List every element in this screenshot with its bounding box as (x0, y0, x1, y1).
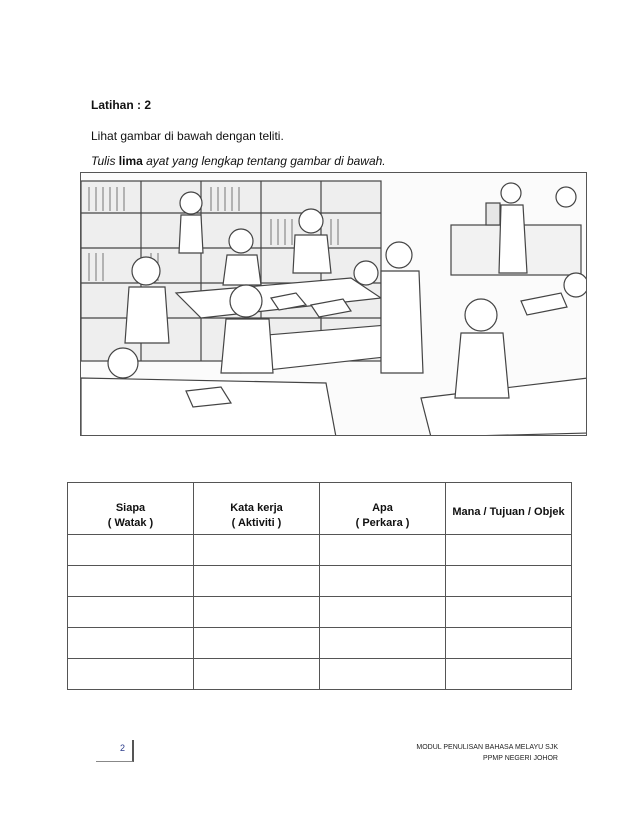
table-cell[interactable] (194, 628, 320, 659)
table-row (68, 566, 572, 597)
header-line: ( Perkara ) (355, 517, 410, 529)
header-kata-kerja (194, 483, 320, 535)
table-row (68, 535, 572, 566)
page-number: 2 (96, 740, 134, 762)
table-cell[interactable] (68, 535, 194, 566)
table-cell[interactable] (194, 597, 320, 628)
header-mana (446, 483, 572, 535)
table-cell[interactable] (68, 597, 194, 628)
writing-instruction (91, 154, 386, 168)
table-header-row (68, 483, 572, 535)
header-line: Siapa (115, 502, 146, 514)
library-scene-illustration (80, 172, 587, 436)
table-cell[interactable] (194, 659, 320, 690)
module-footer (416, 742, 558, 764)
table-row (68, 597, 572, 628)
header-line: ( Aktiviti ) (231, 517, 282, 529)
table-cell[interactable] (446, 659, 572, 690)
table-cell[interactable] (68, 566, 194, 597)
table-row (68, 628, 572, 659)
header-line: Apa (372, 502, 393, 514)
header-siapa (68, 483, 194, 535)
worksheet-table (67, 482, 572, 690)
table-cell[interactable] (446, 535, 572, 566)
table-cell[interactable] (320, 597, 446, 628)
table-cell[interactable] (320, 535, 446, 566)
header-line: ( Watak ) (107, 517, 154, 529)
instruction-emphasis: lima (118, 154, 143, 168)
exercise-title: Latihan : 2 (91, 98, 152, 112)
table-cell[interactable] (194, 566, 320, 597)
header-apa (320, 483, 446, 535)
instruction-part-a: Tulis (91, 154, 119, 168)
header-line: Mana / Tujuan / Objek (452, 506, 565, 518)
table-cell[interactable] (446, 628, 572, 659)
table-cell[interactable] (194, 535, 320, 566)
module-title: MODUL PENULISAN BAHASA MELAYU SJK (416, 744, 558, 751)
table-row (68, 659, 572, 690)
table-cell[interactable] (68, 628, 194, 659)
table-cell[interactable] (320, 659, 446, 690)
module-publisher: PPMP NEGERI JOHOR (483, 755, 558, 762)
library-scene-drawing (81, 173, 587, 436)
table-cell[interactable] (320, 566, 446, 597)
table-cell[interactable] (68, 659, 194, 690)
header-line: Kata kerja (230, 502, 283, 514)
instruction-part-b: ayat yang lengkap tentang gambar di bawah. (142, 154, 386, 168)
table-cell[interactable] (446, 597, 572, 628)
table-cell[interactable] (320, 628, 446, 659)
instruction-text: Lihat gambar di bawah dengan teliti. (91, 129, 284, 143)
table-cell[interactable] (446, 566, 572, 597)
